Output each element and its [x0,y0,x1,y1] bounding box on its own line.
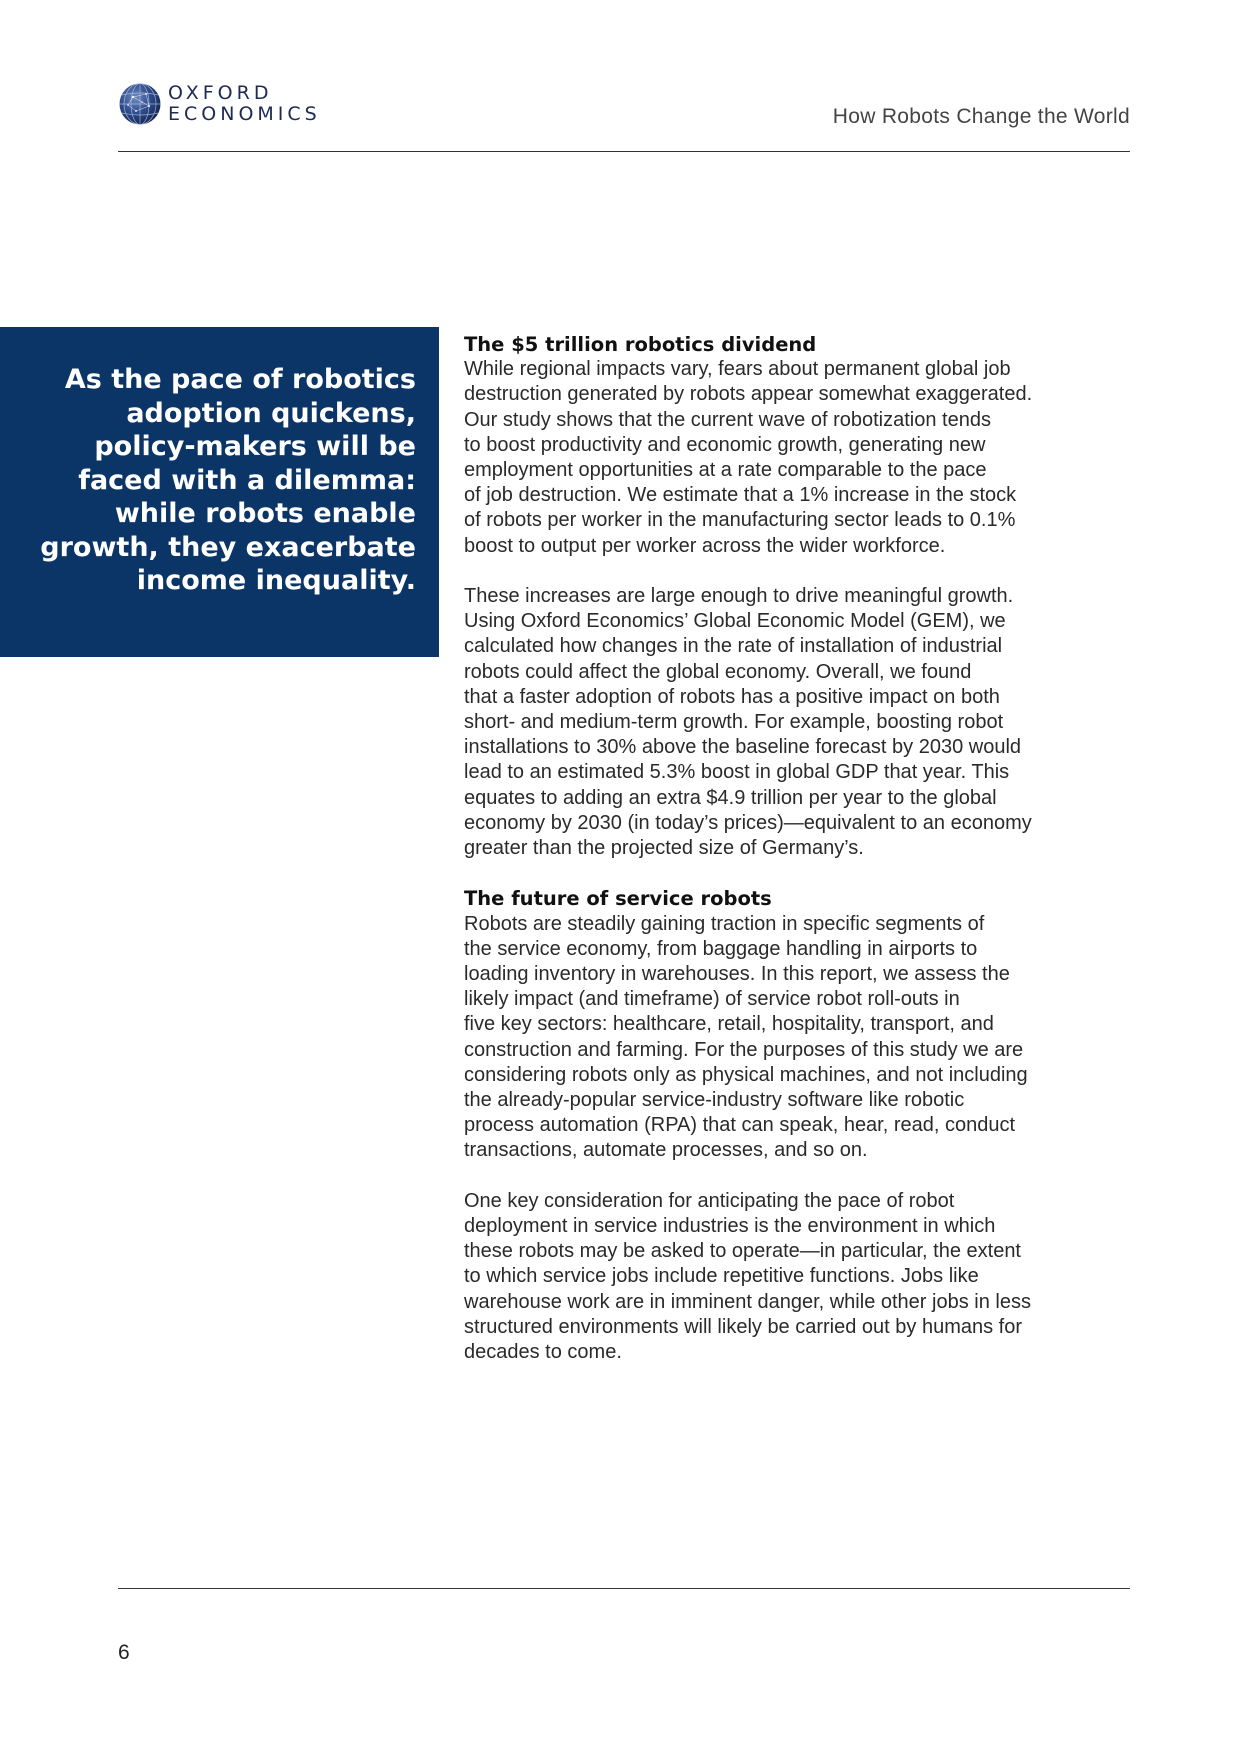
text-line: Using Oxford Economics’ Global Economic Model (GEM), we [464,610,1006,633]
text-line: greater than the projected size of Germany’s. [464,837,864,860]
page-number: 6 [118,1641,130,1664]
paragraph [464,584,1144,861]
section-service-robots [464,886,1144,1365]
paragraph [464,1189,1144,1365]
text-line: equates to adding an extra $4.9 trillion per year to the global [464,786,997,809]
text-line: Our study shows that the current wave of robotization tends [464,408,991,431]
text-line: loading inventory in warehouses. In this report, we assess the [464,963,1010,986]
text-line: short- and medium-term growth. For example, boosting robot [464,711,1004,734]
text-line: of robots per worker in the manufacturing sector leads to 0.1% [464,509,1016,532]
text-line: structured environments will likely be carried out by humans for [464,1315,1023,1338]
text-line: One key consideration for anticipating the pace of robot [464,1189,955,1212]
globe-icon [118,82,162,126]
text-line: While regional impacts vary, fears about permanent global job [464,358,1011,381]
text-line: likely impact (and timeframe) of service robot roll-outs in [464,988,960,1011]
pull-quote-box [0,327,439,657]
text-line: of job destruction. We estimate that a 1% increase in the stock [464,484,1017,507]
text-line: lead to an estimated 5.3% boost in global GDP that year. This [464,761,1010,784]
article-body [464,332,1144,1390]
text-line: deployment in service industries is the environment in which [464,1215,996,1238]
text-line: decades to come. [464,1341,622,1364]
text-line: economy by 2030 (in today’s prices)—equivalent to an economy [464,811,1032,834]
section-heading: The $5 trillion robotics dividend [464,333,817,356]
text-line: These increases are large enough to drive meaningful growth. [464,585,1014,608]
text-line: employment opportunities at a rate comparable to the pace [464,459,987,482]
text-line: construction and farming. For the purposes of this study we are [464,1038,1024,1061]
logo-line-oxford: OXFORD [168,82,273,104]
text-line: the service economy, from baggage handling in airports to [464,937,978,960]
logo-line-economics: ECONOMICS [168,103,321,125]
text-line: to which service jobs include repetitive functions. Jobs like [464,1265,979,1288]
text-line: warehouse work are in imminent danger, while other jobs in less [464,1290,1031,1313]
logo-wordmark [168,83,321,125]
text-line: five key sectors: healthcare, retail, hospitality, transport, and [464,1013,994,1036]
text-line: that a faster adoption of robots has a positive impact on both [464,685,1000,708]
text-line: boost to output per worker across the wider workforce. [464,534,946,557]
text-line: the already-popular service-industry software like robotic [464,1089,965,1112]
text-line: these robots may be asked to operate—in particular, the extent [464,1240,1021,1263]
footer-divider [118,1588,1130,1589]
text-line: to boost productivity and economic growth, generating new [464,433,986,456]
text-line: installations to 30% above the baseline forecast by 2030 would [464,736,1022,759]
document-title: How Robots Change the World [832,105,1130,128]
text-line: process automation (RPA) that can speak, hear, read, conduct [464,1114,1016,1137]
text-line: considering robots only as physical machines, and not including [464,1063,1028,1086]
oxford-economics-logo [118,80,338,128]
pull-quote-text: As the pace of robotics adoption quickens, policy-makers will be faced with a dilemma: while robots enable growth, they exacerbate income inequality. [40,364,416,596]
text-line: Robots are steadily gaining traction in specific segments of [464,912,985,935]
section-robotics-dividend [464,332,1144,861]
section-heading: The future of service robots [464,887,772,911]
text-line: calculated how changes in the rate of installation of industrial [464,635,1003,658]
text-line: transactions, automate processes, and so on. [464,1139,868,1162]
paragraph [464,912,1144,1164]
text-line: destruction generated by robots appear somewhat exaggerated. [464,383,1033,406]
paragraph [464,357,1144,559]
text-line: robots could affect the global economy. Overall, we found [464,660,972,683]
header-divider [118,151,1130,152]
